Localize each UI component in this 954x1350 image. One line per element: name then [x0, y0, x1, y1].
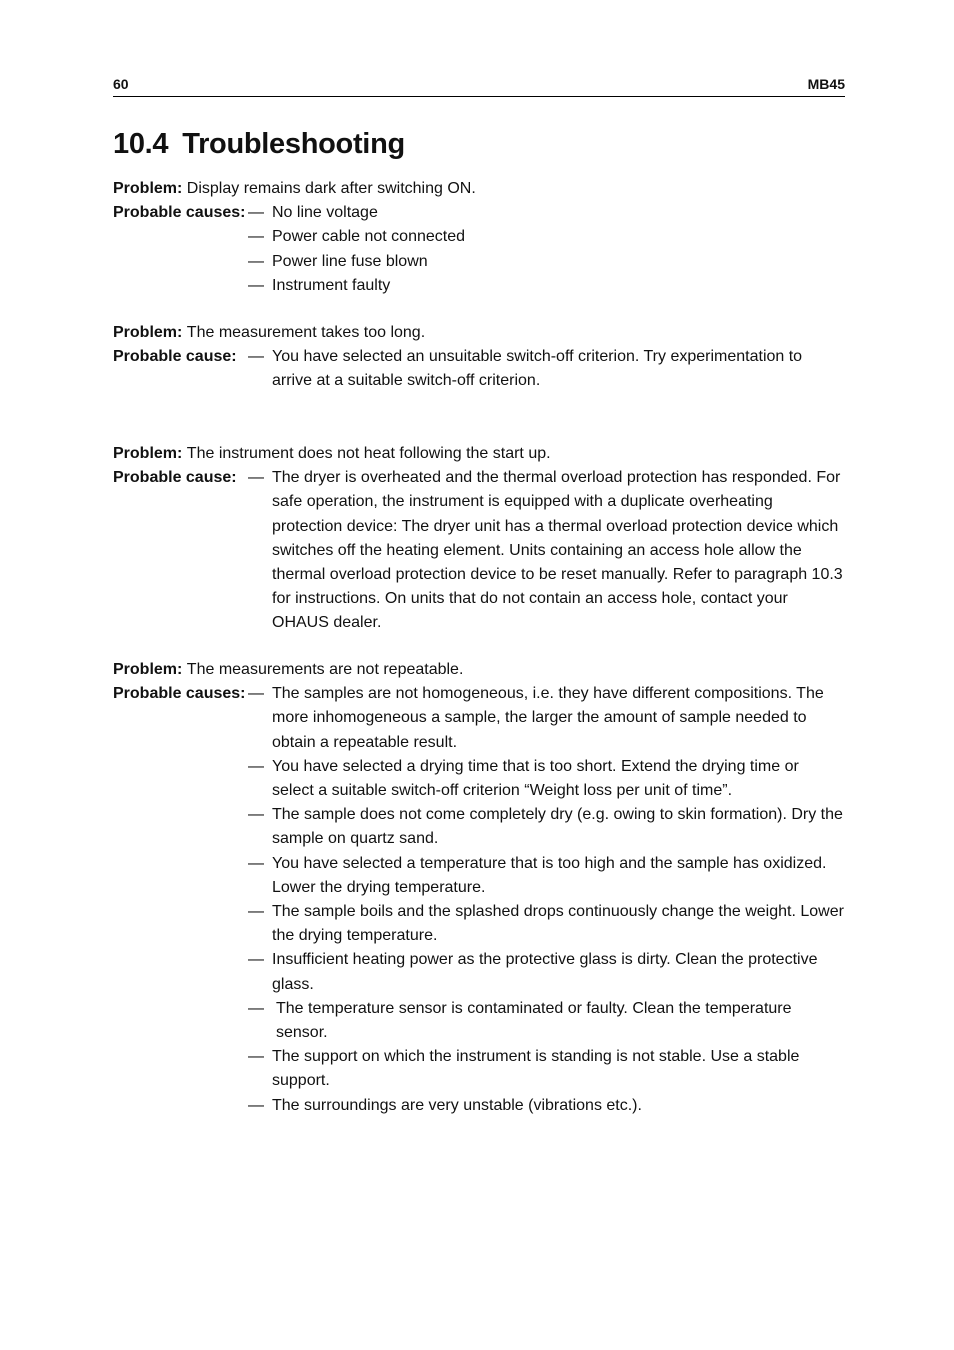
cause-item — [248, 1045, 845, 1093]
cause-item — [248, 274, 845, 298]
causes-row — [113, 682, 845, 1118]
dash-mark: — — [248, 1048, 264, 1066]
causes-list — [248, 466, 845, 635]
problem-label: Problem: — [113, 180, 183, 197]
dash-mark: — — [248, 276, 264, 294]
cause-item — [248, 755, 845, 803]
causes-row — [113, 345, 845, 393]
causes-row — [113, 201, 845, 298]
dash-mark: — — [248, 806, 264, 824]
causes-label: Probable cause: — [113, 469, 237, 487]
cause-item — [248, 803, 845, 851]
problem-label: Problem: — [113, 661, 183, 678]
causes-label: Probable causes: — [113, 204, 246, 222]
cause-item — [248, 250, 845, 274]
cause-item — [248, 201, 845, 225]
dash-mark: — — [248, 951, 264, 969]
dash-mark: — — [248, 469, 264, 487]
cause-text: The dryer is overheated and the thermal overload protection has responded. For safe operation, the instrument is equipped with a duplicate overheating protection device: The dryer unit has a thermal overload protection device which switches off the heating element. Units containing an access hole allow the thermal overload protection device to be reset manually. Refer to paragraph 10.3 for instructions. On units that do not contain an access hole, contact your OHAUS dealer. — [272, 469, 843, 632]
causes-label: Probable cause: — [113, 348, 237, 366]
problem-text: The measurement takes too long. — [186, 324, 426, 341]
problem-label: Problem: — [113, 324, 183, 341]
cause-text: The samples are not homogeneous, i.e. they have different compositions. The more inhomogeneous a sample, the larger the amount of sample needed to obtain a repeatable result. — [272, 685, 824, 751]
causes-list — [248, 345, 845, 393]
problem-block-4 — [113, 658, 845, 1118]
causes-list — [248, 682, 845, 1118]
cause-text: Instrument faulty — [272, 276, 391, 294]
dash-mark: — — [248, 685, 264, 703]
model-name: MB45 — [807, 76, 845, 92]
dash-mark: — — [248, 204, 264, 222]
cause-text: The sample boils and the splashed drops continuously change the weight. Lower the drying temperature. — [272, 903, 844, 945]
cause-item — [248, 948, 845, 996]
cause-item — [248, 466, 845, 635]
cause-text: The support on which the instrument is standing is not stable. Use a stable support. — [272, 1048, 800, 1090]
cause-text: Insufficient heating power as the protective glass is dirty. Clean the protective glass. — [272, 951, 818, 993]
causes-list — [248, 201, 845, 298]
cause-item — [248, 1094, 845, 1118]
causes-label: Probable causes: — [113, 685, 246, 703]
dash-mark: — — [248, 1096, 264, 1114]
cause-text: You have selected a drying time that is too short. Extend the drying time or select a suitable switch-off criterion “Weight loss per unit of time”. — [272, 757, 799, 800]
cause-text: Power line fuse blown — [272, 252, 428, 270]
cause-item — [248, 225, 845, 249]
cause-item — [248, 900, 845, 948]
problem-line — [113, 658, 845, 682]
cause-text: The sample does not come completely dry (e.g. owing to skin formation). Dry the sample on quartz sand. — [272, 806, 843, 848]
problem-text: The measurements are not repeatable. — [186, 661, 464, 678]
cause-text: No line voltage — [272, 204, 378, 222]
cause-text: You have selected a temperature that is too high and the sample has oxidized. Lower the drying temperature. — [272, 854, 827, 896]
problem-text: The instrument does not heat following the start up. — [186, 445, 551, 462]
problem-line — [113, 177, 845, 201]
causes-row — [113, 466, 845, 635]
dash-mark: — — [248, 757, 264, 775]
page-number: 60 — [113, 76, 129, 92]
dash-mark: — — [248, 854, 264, 872]
cause-text: The temperature sensor is contaminated or faulty. Clean the temperature sensor. — [276, 999, 792, 1042]
problem-line — [113, 442, 845, 466]
cause-item — [248, 682, 845, 755]
problem-block-3 — [113, 442, 845, 636]
problem-line — [113, 321, 845, 345]
problem-block-1 — [113, 177, 845, 298]
dash-mark: — — [248, 999, 264, 1017]
cause-text: You have selected an unsuitable switch-off criterion. Try experimentation to arrive at a suitable switch-off criterion. — [272, 348, 803, 390]
dash-mark: — — [248, 228, 264, 246]
section-title: Troubleshooting — [182, 128, 405, 160]
cause-item — [248, 997, 845, 1045]
dash-mark: — — [248, 903, 264, 921]
cause-text: The surroundings are very unstable (vibrations etc.). — [272, 1096, 642, 1114]
dash-mark: — — [248, 252, 264, 270]
problem-block-2 — [113, 321, 845, 394]
dash-mark: — — [248, 348, 264, 366]
section-heading — [113, 128, 405, 161]
cause-text: Power cable not connected — [272, 228, 466, 246]
cause-item — [248, 852, 845, 900]
problem-label: Problem: — [113, 445, 183, 462]
problem-text: Display remains dark after switching ON. — [186, 180, 476, 197]
cause-item — [248, 345, 845, 393]
page-header — [113, 76, 845, 97]
section-number: 10.4 — [113, 128, 169, 160]
